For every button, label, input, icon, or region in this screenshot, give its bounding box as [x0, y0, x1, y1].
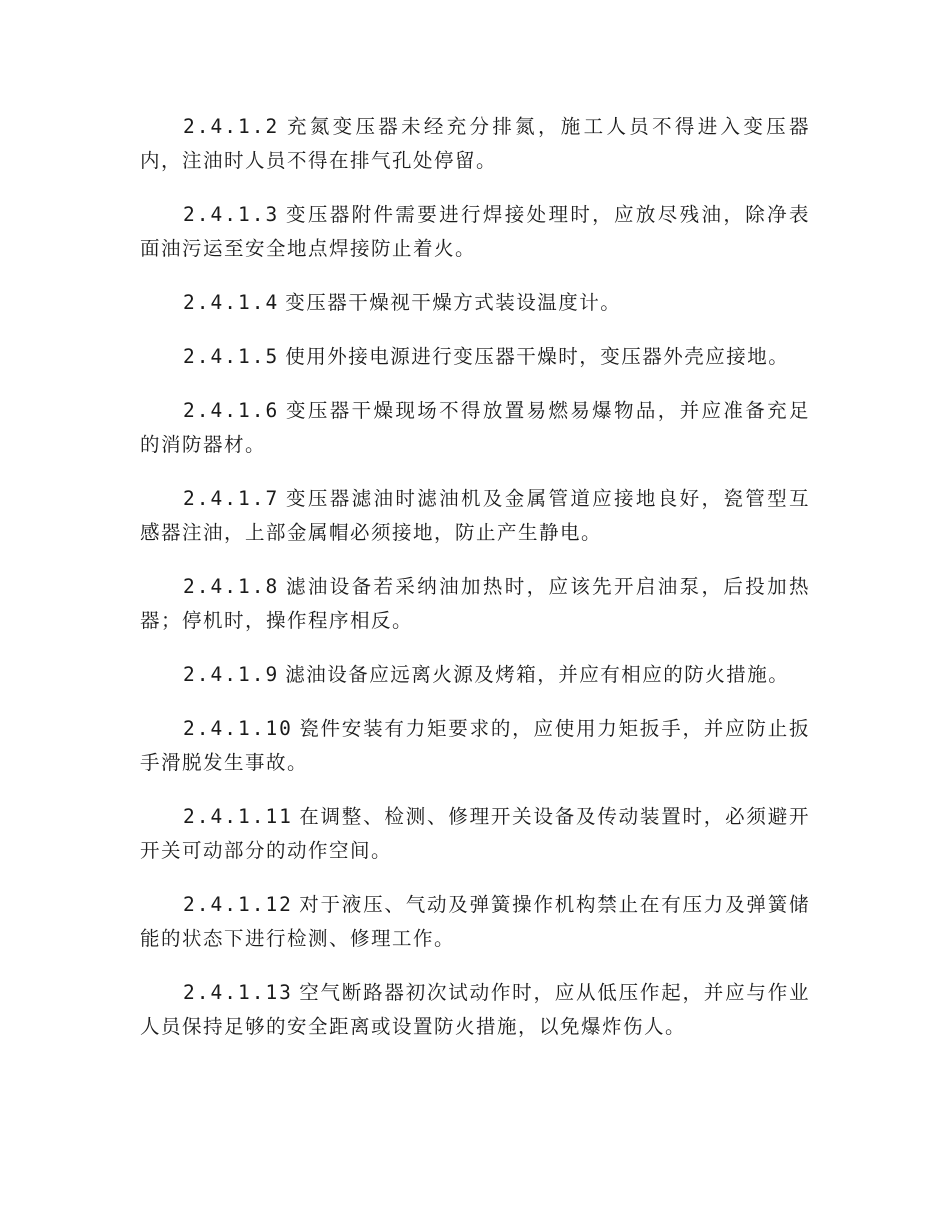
- clause-text: 使用外接电源进行变压器干燥时，变压器外壳应接地。: [285, 345, 790, 368]
- clause-2-4-1-2: [140, 110, 810, 178]
- clause-2-4-1-6: [140, 394, 810, 462]
- clause-2-4-1-10: [140, 712, 810, 780]
- clause-number: 2.4.1.5: [183, 345, 280, 368]
- clause-text: 对于液压、气动及弹簧操作机构禁止在有压力及弹簧储能的状态下进行检测、修理工作。: [140, 893, 810, 950]
- clause-number: 2.4.1.12: [183, 893, 293, 916]
- clause-number: 2.4.1.8: [183, 575, 280, 598]
- clause-2-4-1-12: [140, 888, 810, 956]
- clause-text: 在调整、检测、修理开关设备及传动装置时，必须避开开关可动部分的动作空间。: [140, 805, 810, 862]
- clause-text: 滤油设备应远离火源及烤箱，并应有相应的防火措施。: [285, 663, 790, 686]
- clause-number: 2.4.1.11: [183, 805, 293, 828]
- clause-2-4-1-5: [140, 340, 810, 374]
- clause-text: 瓷件安装有力矩要求的，应使用力矩扳手，并应防止扳手滑脱发生事故。: [140, 717, 810, 774]
- clause-number: 2.4.1.7: [183, 487, 280, 510]
- clause-2-4-1-4: [140, 286, 810, 320]
- clause-number: 2.4.1.9: [183, 663, 280, 686]
- clause-number: 2.4.1.3: [183, 203, 280, 226]
- clause-text: 滤油设备若采纳油加热时，应该先开启油泵，后投加热器；停机时，操作程序相反。: [140, 575, 810, 632]
- clause-2-4-1-9: [140, 658, 810, 692]
- clause-2-4-1-8: [140, 570, 810, 638]
- clause-number: 2.4.1.13: [183, 981, 293, 1004]
- clause-text: 变压器滤油时滤油机及金属管道应接地良好，瓷管型互感器注油，上部金属帽必须接地，防止产生静电。: [140, 487, 810, 544]
- clause-2-4-1-7: [140, 482, 810, 550]
- clause-text: 充氮变压器未经充分排氮，施工人员不得进入变压器内，注油时人员不得在排气孔处停留。: [140, 115, 810, 172]
- clause-number: 2.4.1.6: [183, 399, 280, 422]
- clause-number: 2.4.1.4: [183, 291, 280, 314]
- clause-number: 2.4.1.10: [183, 717, 293, 740]
- document-body: [140, 110, 810, 1064]
- clause-number: 2.4.1.2: [183, 115, 280, 138]
- clause-text: 变压器干燥现场不得放置易燃易爆物品，并应准备充足的消防器材。: [140, 399, 810, 456]
- clause-2-4-1-13: [140, 976, 810, 1044]
- clause-2-4-1-11: [140, 800, 810, 868]
- clause-text: 变压器干燥视干燥方式装设温度计。: [285, 291, 622, 314]
- clause-text: 变压器附件需要进行焊接处理时，应放尽残油，除净表面油污运至安全地点焊接防止着火。: [140, 203, 810, 260]
- clause-text: 空气断路器初次试动作时，应从低压作起，并应与作业人员保持足够的安全距离或设置防火措施，以免爆炸伤人。: [140, 981, 810, 1038]
- clause-2-4-1-3: [140, 198, 810, 266]
